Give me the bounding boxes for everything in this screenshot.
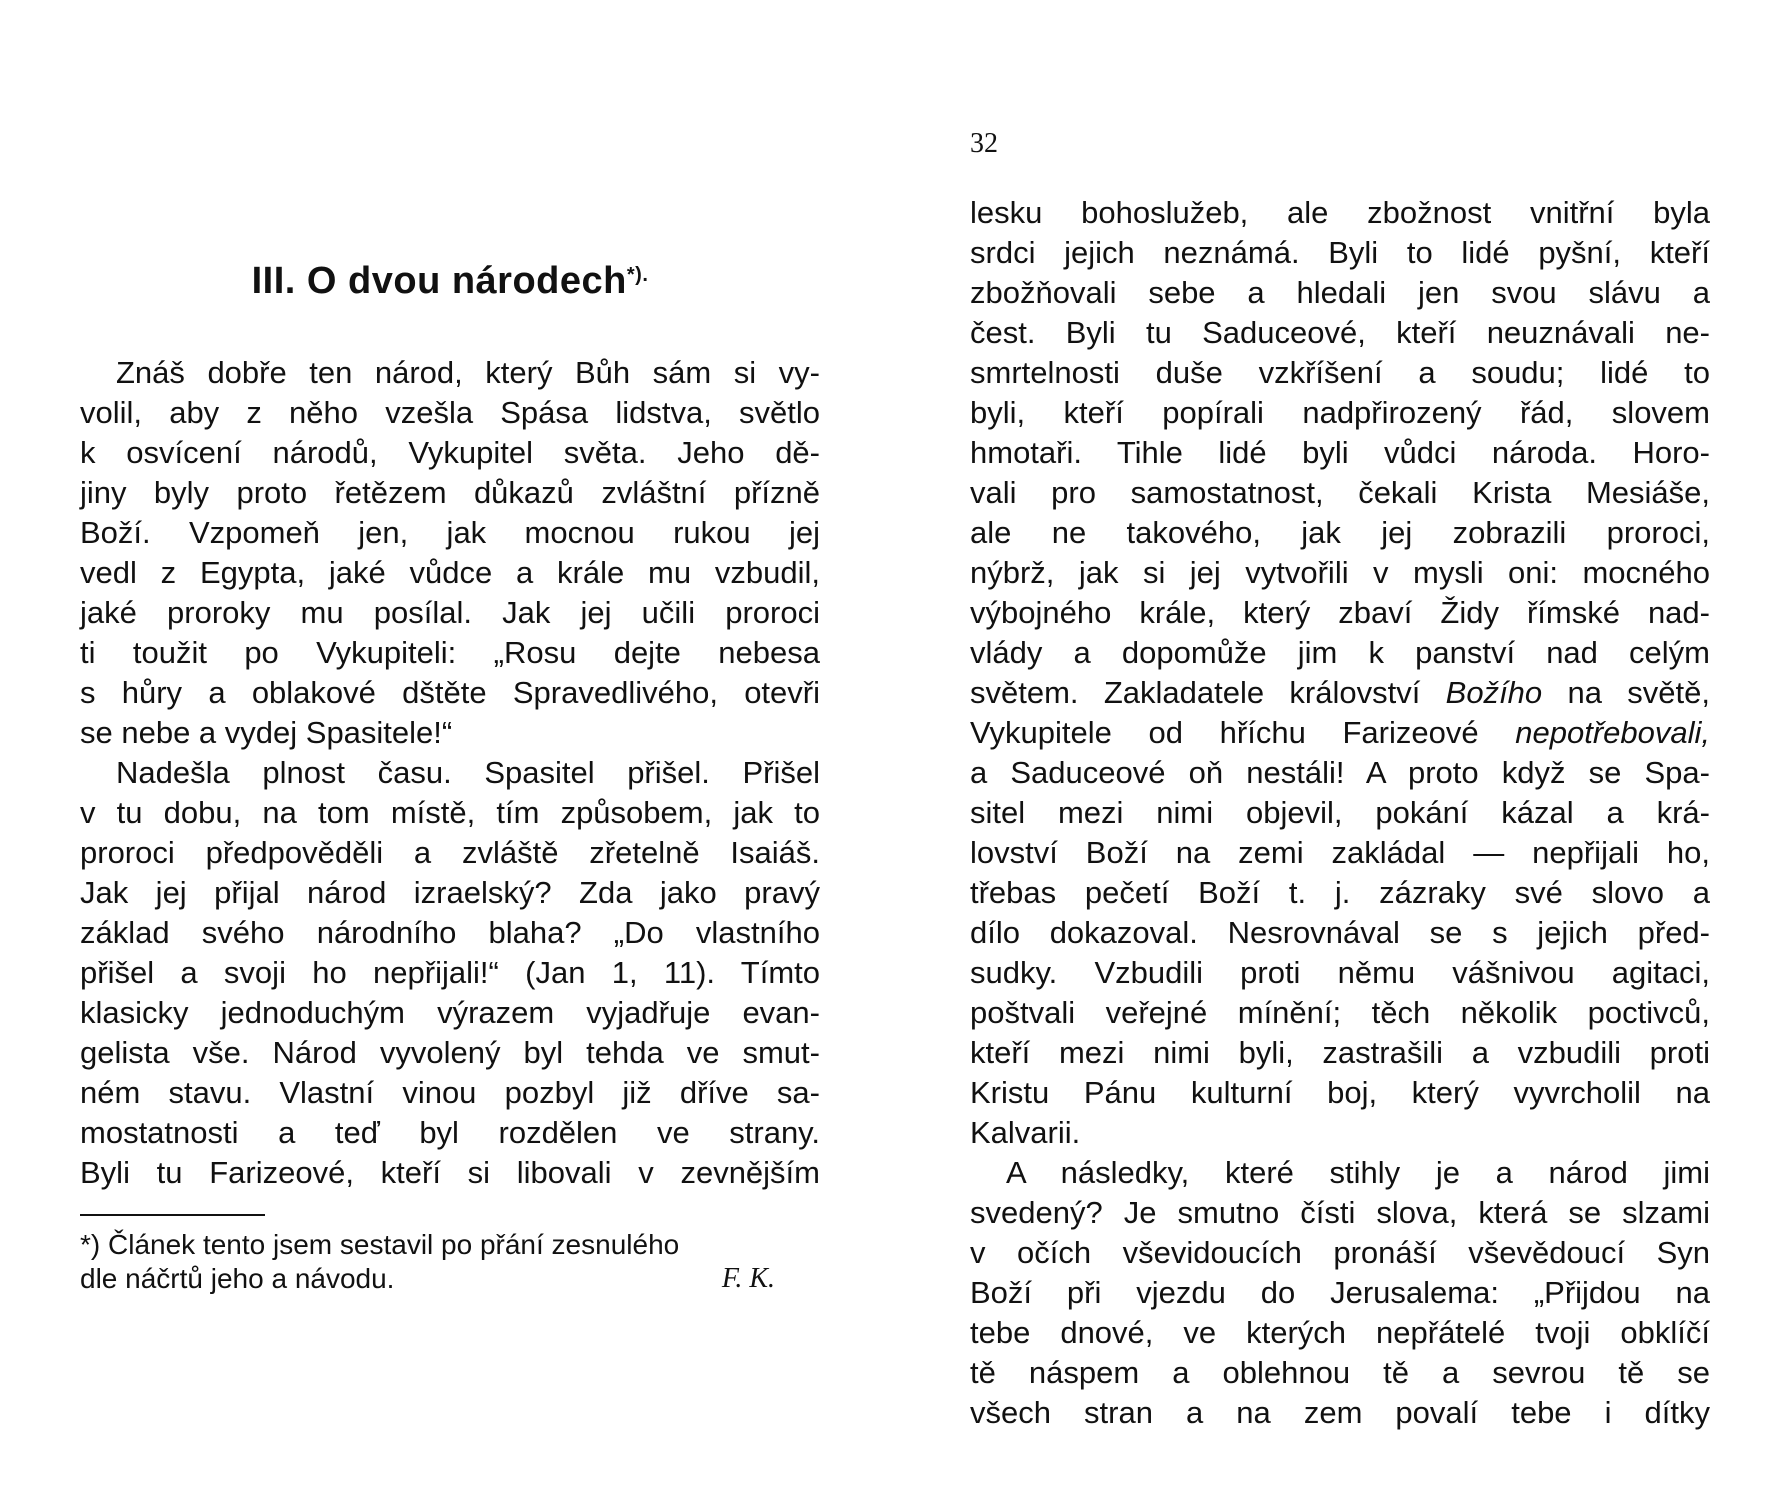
footnote-divider bbox=[80, 1214, 265, 1216]
right-body-text bbox=[970, 193, 1710, 1433]
text-line: proroci předpověděli a zvláště zřetelně Isaiáš. bbox=[80, 835, 820, 870]
text-line: A následky, které stihly je a národ jimi bbox=[1006, 1155, 1710, 1190]
text-line: poštvali veřejné mínění; těch několik poctivců, bbox=[970, 995, 1710, 1030]
text-segment: Vykupitele od hříchu Farizeové bbox=[970, 715, 1516, 750]
text-line: zbožňovali sebe a hledali jen svou slávu a bbox=[970, 275, 1710, 310]
left-body-text bbox=[80, 353, 820, 1193]
text-line bbox=[970, 713, 1710, 753]
text-line: sitel mezi nimi objevil, pokání kázal a krá- bbox=[970, 795, 1710, 830]
text-line: klasicky jednoduchým výrazem vyjadřuje evan- bbox=[80, 995, 820, 1030]
text-line: ale ne takového, jak jej zobrazili proroci, bbox=[970, 515, 1710, 550]
text-line: Boží. Vzpomeň jen, jak mocnou rukou jej bbox=[80, 515, 820, 550]
text-line: k osvícení národů, Vykupitel světa. Jeho dě- bbox=[80, 435, 820, 470]
text-line: hmotaři. Tihle lidé byli vůdci národa. Horo- bbox=[970, 435, 1710, 470]
text-line: vali pro samostatnost, čekali Krista Mesiáše, bbox=[970, 475, 1710, 510]
text-line: nýbrž, jak si jej vytvořili v mysli oni: mocného bbox=[970, 555, 1710, 590]
chapter-title-text: III. O dvou národech bbox=[251, 260, 627, 302]
text-line: tě náspem a oblehnou tě a sevrou tě se bbox=[970, 1355, 1710, 1390]
footnote bbox=[80, 1228, 820, 1296]
text-line: ném stavu. Vlastní vinou pozbyl již dříve sa- bbox=[80, 1075, 820, 1110]
text-line: lovství Boží na zemi zakládal — nepřijali ho, bbox=[970, 835, 1710, 870]
text-line bbox=[970, 673, 1710, 713]
text-line: mostatnosti a teď byl rozdělen ve strany. bbox=[80, 1115, 820, 1150]
text-line: jaké proroky mu posílal. Jak jej učili proroci bbox=[80, 595, 820, 630]
text-line: dílo dokazoval. Nesrovnával se s jejich před- bbox=[970, 915, 1710, 950]
text-segment: na světě, bbox=[1542, 675, 1710, 710]
text-line: se nebe a vydej Spasitele!“ bbox=[80, 715, 453, 750]
footnote-marker: *). bbox=[626, 264, 649, 286]
text-line: srdci jejich neznámá. Byli to lidé pyšní, kteří bbox=[970, 235, 1710, 270]
text-line: v očích vševidoucích pronáší vševědoucí Syn bbox=[970, 1235, 1710, 1270]
emphasized-word: Božího bbox=[1445, 675, 1543, 710]
text-line: Kalvarii. bbox=[970, 1115, 1081, 1150]
footnote-line: *) Článek tento jsem sestavil po přání zesnulého bbox=[80, 1229, 680, 1260]
text-line: Nadešla plnost času. Spasitel přišel. Přišel bbox=[116, 755, 820, 790]
text-line: jiny byly proto řetězem důkazů zvláštní přízně bbox=[80, 475, 820, 510]
footnote-line bbox=[80, 1262, 820, 1296]
footnote-text: dle náčrtů jeho a návodu. bbox=[80, 1263, 395, 1294]
text-line: tebe dnové, ve kterých nepřátelé tvoji obklíčí bbox=[970, 1315, 1710, 1350]
text-line: Jak jej přijal národ izraelský? Zda jako pravý bbox=[80, 875, 820, 910]
text-line: volil, aby z něho vzešla Spása lidstva, světlo bbox=[80, 395, 820, 430]
text-line: všech stran a na zem povalí tebe i dítky bbox=[970, 1395, 1710, 1430]
text-line: základ svého národního blaha? „Do vlastního bbox=[80, 915, 820, 950]
text-line: byli, kteří popírali nadpřirozený řád, slovem bbox=[970, 395, 1710, 430]
text-line: Byli tu Farizeové, kteří si libovali v zevnějším bbox=[80, 1155, 820, 1190]
text-line: ti toužit po Vykupiteli: „Rosu dejte nebesa bbox=[80, 635, 820, 670]
text-line: gelista vše. Národ vyvolený byl tehda ve smut- bbox=[80, 1035, 820, 1070]
chapter-title bbox=[80, 260, 820, 303]
text-line: kteří mezi nimi byli, zastrašili a vzbudili proti bbox=[970, 1035, 1710, 1070]
text-line: smrtelnosti duše vzkříšení a soudu; lidé to bbox=[970, 355, 1710, 390]
text-line: sudky. Vzbudili proti němu vášnivou agitaci, bbox=[970, 955, 1710, 990]
footnote-signature: F. K. bbox=[721, 1263, 775, 1294]
text-line: vlády a dopomůže jim k panství nad celým bbox=[970, 635, 1710, 670]
text-line: čest. Byli tu Saduceové, kteří neuznávali ne- bbox=[970, 315, 1710, 350]
page-number: 32 bbox=[970, 128, 998, 159]
text-segment: světem. Zakladatele království bbox=[970, 675, 1446, 710]
text-line: v tu dobu, na tom místě, tím způsobem, jak to bbox=[80, 795, 820, 830]
text-line: Kristu Pánu kulturní boj, který vyvrcholil na bbox=[970, 1075, 1710, 1110]
text-line: lesku bohoslužeb, ale zbožnost vnitřní byla bbox=[970, 195, 1710, 230]
text-line: a Saduceové oň nestáli! A proto když se Spa- bbox=[970, 755, 1710, 790]
text-line: s hůry a oblakové dštěte Spravedlivého, otevři bbox=[80, 675, 820, 710]
text-line: Boží při vjezdu do Jerusalema: „Přijdou na bbox=[970, 1275, 1710, 1310]
text-line: přišel a svoji ho nepřijali!“ (Jan 1, 11). Tímto bbox=[80, 955, 820, 990]
text-line: svedený? Je smutno čísti slova, která se slzami bbox=[970, 1195, 1710, 1230]
text-line: třebas pečetí Boží t. j. zázraky své slovo a bbox=[970, 875, 1710, 910]
text-line: vedl z Egypta, jaké vůdce a krále mu vzbudil, bbox=[80, 555, 820, 590]
emphasized-word: nepotřebovali, bbox=[1515, 715, 1710, 750]
text-line: výbojného krále, který zbaví Židy římské nad- bbox=[970, 595, 1710, 630]
text-line: Znáš dobře ten národ, který Bůh sám si vy- bbox=[116, 355, 820, 390]
